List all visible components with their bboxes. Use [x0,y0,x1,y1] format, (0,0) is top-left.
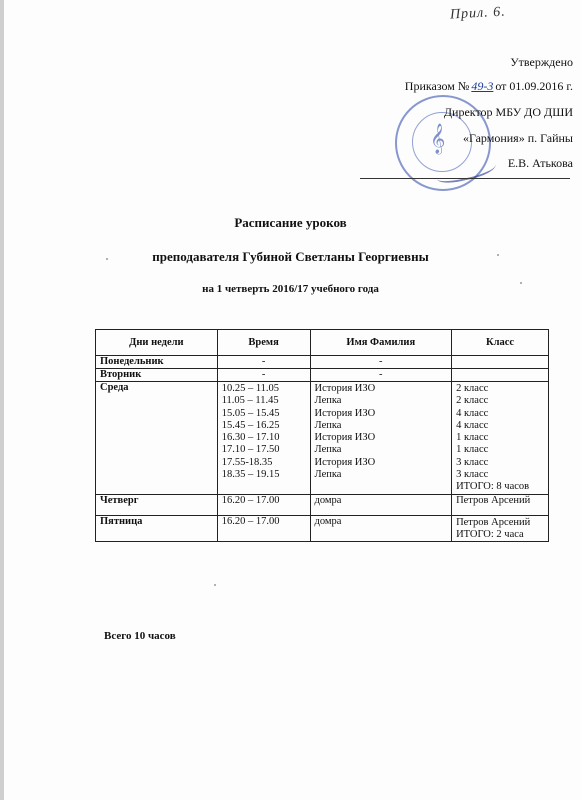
class-line: 1 класс [456,432,489,444]
order-date: от 01.09.2016 г. [495,79,573,93]
cell-name [310,369,452,382]
table-row [96,515,549,542]
name-line: История ИЗО [314,407,376,419]
name-line: - [379,356,383,367]
schedule-table [95,329,549,542]
table-row [96,494,549,515]
doc-title: Расписание уроков [234,215,347,230]
cell-class [452,369,549,382]
cell-name [310,382,452,495]
cell-day: Пятница [96,515,218,542]
cell-time [217,369,310,382]
name-line: - [379,369,383,380]
order-number: 49-3 [471,79,494,93]
cell-class [452,494,549,515]
time-line: 18.35 – 19.15 [221,469,280,481]
class-line: 4 класс [456,407,489,419]
header-name: Имя Фамилия [310,330,452,356]
cell-time [217,494,310,515]
cell-day: Среда [96,382,218,495]
name-line: История ИЗО [314,432,376,444]
scan-speck [106,258,108,260]
name-line: Лепка [314,419,342,431]
name-line: домра [314,515,342,527]
name-line: Лепка [314,469,342,481]
table-row [96,369,549,382]
time-line: 15.45 – 16.25 [221,419,280,431]
cell-time [217,382,310,495]
table-row [96,382,549,495]
approval-heading: Утверждено [510,55,573,69]
class-line: 4 класс [456,419,489,431]
appendix-note: Прил. 6. [449,4,507,23]
cell-day: Вторник [96,369,218,382]
cell-name [310,515,452,542]
scan-speck [214,584,216,586]
time-line: 16.30 – 17.10 [221,432,280,444]
time-line: 16.20 – 17.00 [221,515,280,527]
time-line: 10.25 – 11.05 [221,383,280,394]
table-header-row [96,330,549,356]
class-line: Петров Арсений [456,516,531,528]
approval-director: Директор МБУ ДО ДШИ [443,105,573,119]
class-line: Петров Арсений [456,494,531,506]
signature-line [360,178,570,179]
doc-teacher: преподавателя Губиной Светланы Георгиевны [152,249,429,264]
time-line: 17.10 – 17.50 [221,444,280,456]
cell-name [310,356,452,369]
doc-period: на 1 четверть 2016/17 учебного года [202,283,379,295]
table-row [96,356,549,369]
time-line: - [261,356,266,367]
header-days: Дни недели [96,330,218,356]
scan-speck [497,254,499,256]
class-line: 3 класс [456,469,489,481]
cell-day: Понедельник [96,356,218,369]
cell-class [452,356,549,369]
cell-name [310,494,452,515]
class-line: 2 класс [456,383,489,394]
time-line: 11.05 – 11.45 [221,395,279,407]
approval-name: Е.В. Атькова [507,156,573,170]
name-line: История ИЗО [314,383,376,394]
class-line: ИТОГО: 8 часов [456,481,530,493]
scan-speck [520,282,522,284]
approval-order [405,80,573,92]
class-line: 2 класс [456,395,489,407]
order-prefix: Приказом № [404,79,470,93]
name-line: Лепка [314,395,342,407]
cell-day: Четверг [96,494,218,515]
name-line: Лепка [314,444,342,456]
name-line: История ИЗО [314,456,376,468]
name-line: домра [314,494,342,506]
cell-class [452,382,549,495]
table-body [96,356,549,542]
cell-class [452,515,549,542]
time-line: 15.05 – 15.45 [221,407,280,419]
cell-time [217,356,310,369]
time-line: 17.55-18.35 [221,456,273,468]
time-line: - [261,369,266,380]
class-line: 1 класс [456,444,489,456]
approval-school: «Гармония» п. Гайны [462,131,573,145]
class-line: ИТОГО: 2 часа [456,528,524,540]
scan-edge [0,0,4,800]
treble-clef-icon: 𝄞 [430,124,446,153]
time-line: 16.20 – 17.00 [221,494,280,506]
total-hours: Всего 10 часов [104,630,176,642]
class-line: 3 класс [456,456,489,468]
cell-time [217,515,310,542]
header-time: Время [217,330,310,356]
header-class: Класс [452,330,549,356]
